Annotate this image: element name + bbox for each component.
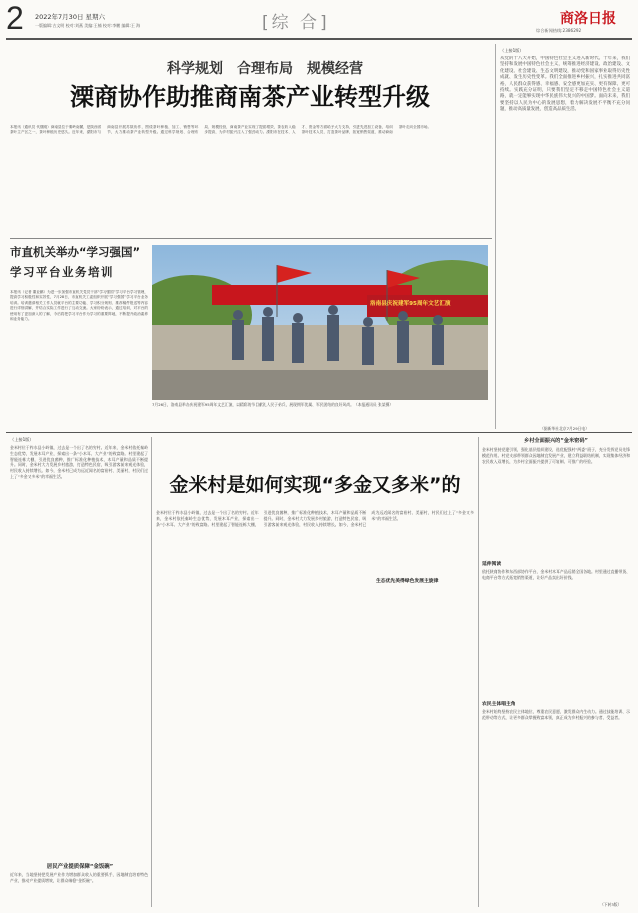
mid-divider <box>6 432 632 433</box>
bottom-left-body: 近年来，当地坚持把发展产业作为增加群众收入的重要抓手，因地制宜培育特色产业，推动产业提质增效，让群众端稳“金饭碗”。 <box>10 872 148 883</box>
page-number: 2 <box>6 0 24 36</box>
sub-article-3 <box>482 700 630 899</box>
right-bottom-note: （据新华社北京7月29日电） <box>540 426 590 431</box>
sub-article-3-title: 农民主体唱主角 <box>482 702 516 707</box>
lead-headline: 溧商协作助推商南茶产业转型升级 <box>70 83 430 111</box>
column-rule-left <box>151 437 152 907</box>
news-photo <box>152 245 488 400</box>
masthead <box>0 0 638 40</box>
photo-banner-text: 洛南县庆祝建军95周年文艺汇演 <box>370 301 451 307</box>
bottom-left-headline: 居民产业提质保障“金饭碗” <box>46 864 114 870</box>
village-top-label: （上接1版） <box>10 437 34 442</box>
issue-date: 2022年7月30日 星期六 <box>35 13 106 21</box>
sub-article-2-title: 延伸阅读 <box>482 562 502 567</box>
column-rule-right <box>478 437 479 907</box>
sub-article-1-title: 乡村全面振兴的“金米密码” <box>524 438 588 444</box>
lead-kicker: 科学规划 合理布局 规模经营 <box>167 61 363 77</box>
village-continue-note: （下转3版） <box>600 902 622 907</box>
right-top-label: （上接1版） <box>500 48 524 53</box>
sub-article-1-body: 金米村坚持党建引领，强化基层组织建设，选优配强村“两委”班子，充分发挥党员先锋模范作用。村党支部带领群众因地制宜发展产业，建立利益联结机制，实现集体经济和农民收入双增长，为乡村全面振兴提供了可复制、可推广的经验。 <box>482 447 630 464</box>
right-column-body: 从党的十八大开始，中国特色社会主义进入新时代。十年来，我们坚持和发展中国特色社会主义，统筹推进经济建设、政治建设、文化建设、社会建设、生态文明建设，推动党和国家事业取得历史性成就、发生历史性变革。我们全面推进乡村振兴，扎实推进共同富裕，人民群众获得感、幸福感、安全感更加充实、更有保障、更可持续。实践充分证明，只要我们坚定不移走中国特色社会主义道路，就一定能够实现中华民族伟大复兴的中国梦。面向未来，我们要坚持以人民为中心的发展思想，着力解决发展不平衡不充分问题，推动高质量发展，创造高品质生活。 <box>500 56 630 113</box>
study-body: 本报讯（记者 董业鹏）为进一步加强市直机关党员干部“学习强国”学习平台学习管理，提高学习积极性和实效性，7月28日，市直机关工委组织开展“学习强国”学习平台业务培训。培训邀请相关工作人员就平台的主要功能、学习积分规则、推荐稿件报送等内容进行详细讲解，并结合实际工作进行了互动交流。大家纷纷表示，通过培训，对平台的使用有了更加深入的了解，今后将把学习平台作为学习的重要阵地，不断提升政治素养和业务能力。 <box>10 290 148 322</box>
lead-body: 本报讯（通讯员 代继刚）商南县位于秦岭南麓，是陕西省茶叶主产区之一，茶叶种植历史悠久。近年来，溧阳市与商南县开展苏陕协作，围绕茶叶种植、加工、销售等环节，大力推动茶产业转型升级。通过科学规划、合理布局、规模经营，商南茶产业实现了提质增效，茶农收入稳步提高，为乡村振兴注入了强劲动力。溧阳市在技术、人才、资金等方面给予大力支持，引进先进加工设备，培训茶叶技术人员，打造茶叶品牌，拓宽销售渠道，推动商南茶叶走向全国市场。 <box>10 125 432 135</box>
sub-article-2-body: 依托陕商协作和东西部协作平台，金米村木耳产品远销全国各地。村里通过直播带货、电商平台等方式拓宽销售渠道，让好产品卖出好价钱。 <box>482 569 630 580</box>
study-headline-1: 市直机关举办“学习强国” <box>10 245 141 259</box>
lead-rule <box>10 238 492 239</box>
masthead-rule <box>6 38 632 40</box>
sub-article-1 <box>482 437 630 557</box>
section-title: [综 合] <box>262 13 330 33</box>
top-column-rule <box>495 44 496 429</box>
photo-scene <box>152 245 488 400</box>
study-headline-2: 学习平台业务培训 <box>10 265 114 279</box>
photo-caption: 7月26日，洛南县举办庆祝建军95周年文艺汇演，以精彩的节目献礼人民子弟兵，展现拥军优属、军民团结的良好风尚。（本报通讯员 张某摄） <box>152 402 394 407</box>
village-main-body: 金米村位于柞水县小岭镇，过去是一个出了名的穷村。近年来，金米村依托秦岭生态优势，发展木耳产业，探索出一条“小木耳、大产业”的致富路。村里建起了智能连栋大棚，引进优良菌种，推广标准化种植技术，木耳产量和品质不断提升。同时，金米村大力发展乡村旅游，打造特色民宿，吸引游客前来观光体验，村民收入持续增长。如今，金米村已成为远近闻名的富裕村、美丽村，村民们过上了“多金又多米”的幸福生活。 <box>156 510 474 527</box>
sub-article-3-body: 金米村始终坚持农民主体地位，尊重农民意愿，激发群众内生动力。通过技能培训、示范带动等方式，让更多群众掌握致富本领，真正成为乡村振兴的参与者、受益者。 <box>482 709 630 720</box>
paper-name-logo: 商洛日报 <box>560 11 616 27</box>
sub-article-2 <box>482 560 630 689</box>
hotline: 综合新闻热线:2386292 <box>536 28 582 33</box>
village-left-column: 金米村位于柞水县小岭镇，过去是一个出了名的穷村。近年来，金米村依托秦岭生态优势，发展木耳产业，探索出一条“小木耳、大产业”的致富路。村里建起了智能连栋大棚，引进优良菌种，推广标准化种植技术，木耳产量和品质不断提升。同时，金米村大力发展乡村旅游，打造特色民宿，吸引游客前来观光体验，村民收入持续增长。如今，金米村已成为远近闻名的富裕村、美丽村，村民们过上了“多金又多米”的幸福生活。 <box>10 445 148 479</box>
staff-line: 一版编辑:古文明 校对:刘燕 美编:王楠 校对:李鹏 编辑:王 海 <box>35 23 141 28</box>
village-subhead: 生态优先美得绿色发展主旋律 <box>376 579 439 584</box>
village-headline: 金米村是如何实现“多金又多米”的 <box>169 474 461 496</box>
